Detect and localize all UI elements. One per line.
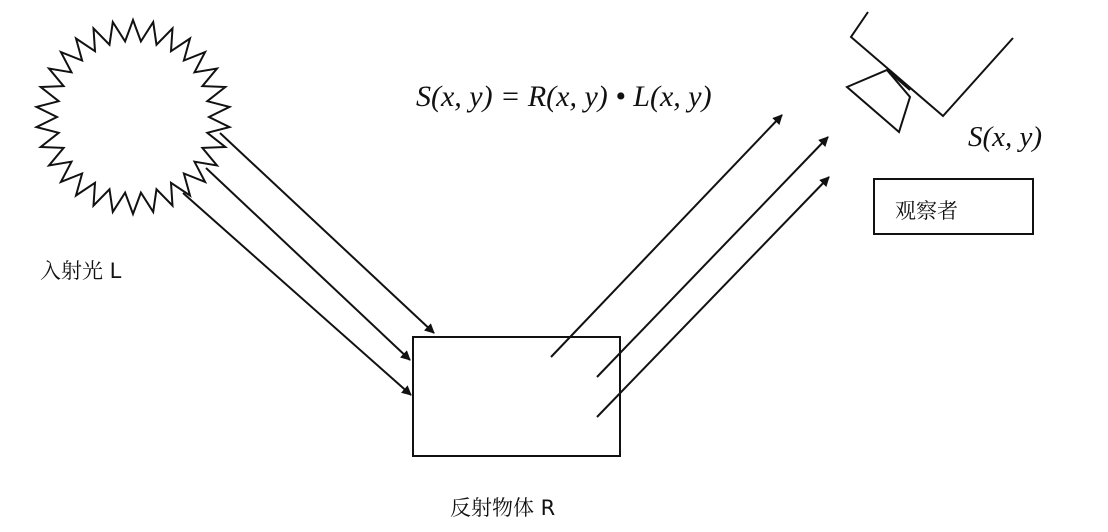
incident-light-label: 入射光 L: [40, 259, 122, 283]
reflected-ray: [551, 115, 782, 357]
sun-icon: [37, 20, 230, 214]
reflecting-object-box: [413, 337, 620, 456]
observer-formula: S(x, y): [968, 121, 1043, 153]
reflected-ray: [597, 137, 828, 377]
incident-ray: [220, 133, 434, 333]
reflection-formula: S(x, y) = R(x, y) • L(x, y): [416, 80, 712, 113]
camera-icon: [847, 12, 1013, 132]
reflecting-object-label: 反射物体 R: [450, 496, 556, 520]
incident-ray: [206, 168, 410, 360]
observer-label: 观察者: [895, 199, 958, 223]
reflected-ray: [597, 177, 829, 417]
observer-box: [873, 178, 1034, 235]
incident-ray: [183, 193, 411, 395]
